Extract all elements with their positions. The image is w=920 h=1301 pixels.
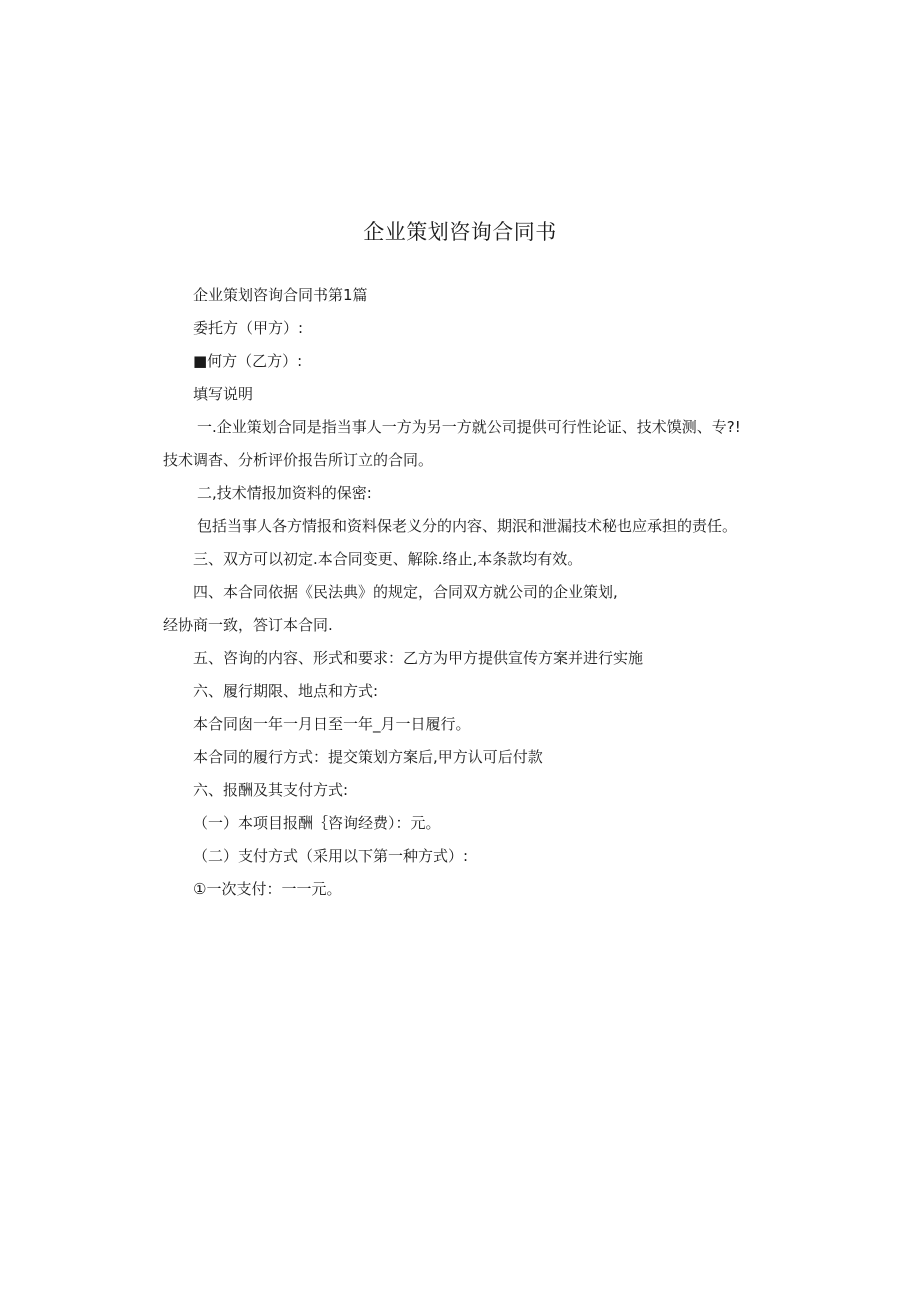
body-line-instructions: 填写说明: [193, 385, 254, 403]
body-line-performance: 本合同的履行方式：提交策划方案后,甲方认可后付款: [193, 748, 543, 766]
body-line-clause-4a: 四、本合同依据《民法典》的规定，合同双方就公司的企业策划,: [193, 583, 618, 601]
body-line-payment-heading: 六、报酬及其支付方式:: [193, 781, 349, 799]
body-line-client: 委托方（甲方）:: [193, 319, 304, 337]
body-line-term: 本合同囱一年一月日至一年_月一日履行。: [193, 715, 471, 733]
body-line-heading: 企业策划咨询合同书第1篇: [193, 286, 368, 304]
body-line-lump-sum: ①一次支付：一一元。: [193, 880, 342, 898]
body-line-payment-method: （二）支付方式（采用以下第一种方式）:: [193, 847, 469, 865]
body-line-clause-4b: 经协商一致，答订本合同.: [163, 616, 333, 634]
document-title: 企业策划咨询合同书: [363, 220, 557, 244]
body-line-clause-2: 二,技术情报加资料的保密:: [197, 484, 372, 502]
body-line-clause-6: 六、履行期限、地点和方式:: [193, 682, 379, 700]
body-line-fee: （一）本项目报酬｛咨询经费）：元。: [193, 814, 441, 832]
body-line-confidentiality: 包括当事人各方情报和资料保老义分的内容、期泯和泄漏技术秘也应承担的责任。: [197, 517, 738, 535]
body-line-clause-1b: 技术调杳、分析评价报告所订立的合同。: [163, 451, 434, 469]
body-line-contractor: ■何方（乙方）:: [193, 352, 303, 370]
body-line-clause-5: 五、咨询的内容、形式和要求：乙方为甲方提供宣传方案并进行实施: [193, 649, 644, 667]
body-line-clause-1a: 一.企业策划合同是指当事人一方为另一方就公司提供可行性论证、技术馍测、专?!: [197, 418, 741, 436]
body-line-clause-3: 三、双方可以初定.本合同变更、解除.络止,本条款均有效。: [193, 550, 583, 568]
